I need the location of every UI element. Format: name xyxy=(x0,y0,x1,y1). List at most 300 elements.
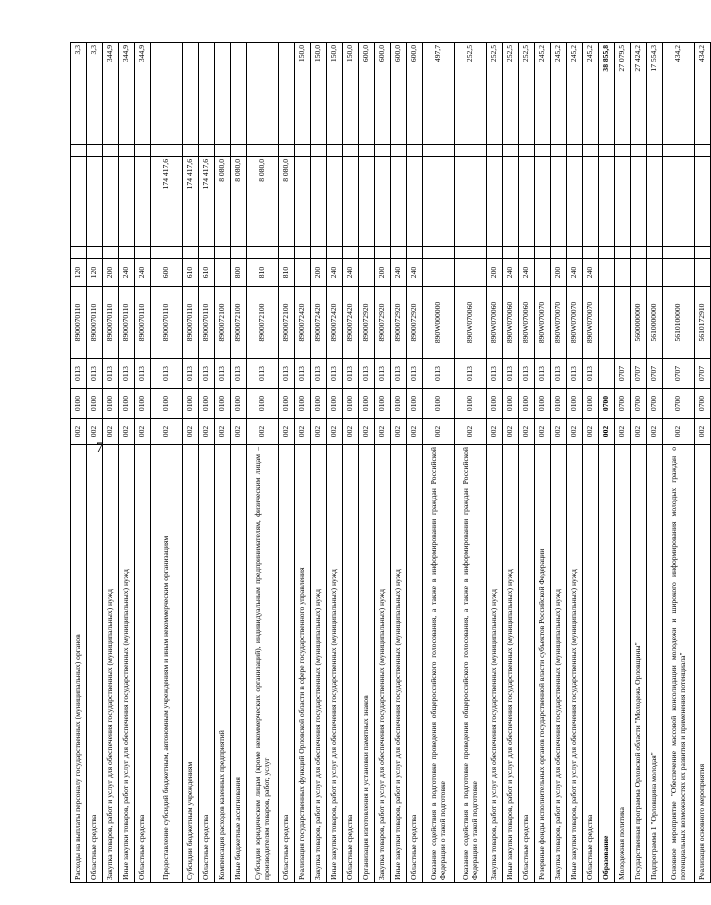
cell-s2: 344,9 xyxy=(135,43,151,145)
cell-rz: 0100 xyxy=(71,389,87,419)
cell-name: Подпрограмма 1 "Орловщина молодая" xyxy=(647,445,663,883)
cell-s2: 150,0 xyxy=(295,43,311,145)
cell-s2: 434,2 xyxy=(695,43,711,145)
cell-s2 xyxy=(215,43,231,145)
table-row xyxy=(695,43,711,883)
cell-s1 xyxy=(647,157,663,247)
cell-rz: 0100 xyxy=(87,389,103,419)
cell-s2: 600,0 xyxy=(407,43,423,145)
cell-csr: 5600000000 xyxy=(631,287,647,359)
cell-vr: 810 xyxy=(247,259,279,287)
cell-csr: 8900070110 xyxy=(183,287,199,359)
cell-ved: 002 xyxy=(455,419,487,445)
cell-vr: 200 xyxy=(103,259,119,287)
cell-s2: 344,9 xyxy=(119,43,135,145)
cell-pr: 0113 xyxy=(519,359,535,389)
cell-vr: 240 xyxy=(583,259,599,287)
cell-m2 xyxy=(535,145,551,157)
cell-m1 xyxy=(87,247,103,259)
cell-m2 xyxy=(647,145,663,157)
cell-m1 xyxy=(487,247,503,259)
table-row xyxy=(343,43,359,883)
cell-vr: 200 xyxy=(311,259,327,287)
cell-name: Закупка товаров, работ и услуг для обеспечения государственных (муниципальных) нужд xyxy=(103,445,119,883)
cell-vr xyxy=(455,259,487,287)
cell-csr xyxy=(615,287,631,359)
table-row xyxy=(327,43,343,883)
cell-csr: 890W070060 xyxy=(519,287,535,359)
table-row xyxy=(71,43,87,883)
cell-vr xyxy=(295,259,311,287)
cell-csr: 8900070110 xyxy=(71,287,87,359)
cell-name: Иные закупки товаров, работ и услуг для обеспечения государственных (муниципальных) нужд xyxy=(567,445,583,883)
cell-vr: 240 xyxy=(407,259,423,287)
cell-s2: 3,3 xyxy=(87,43,103,145)
cell-csr: 8900072920 xyxy=(375,287,391,359)
cell-name: Субсидии бюджетным учреждениям xyxy=(183,445,199,883)
cell-pr: 0113 xyxy=(247,359,279,389)
cell-m1 xyxy=(295,247,311,259)
cell-ved: 002 xyxy=(71,419,87,445)
cell-m2 xyxy=(183,145,199,157)
cell-name: Закупка товаров, работ и услуг для обеспечения государственных (муниципальных) нужд xyxy=(311,445,327,883)
table-row xyxy=(551,43,567,883)
cell-pr: 0113 xyxy=(407,359,423,389)
cell-s1 xyxy=(103,157,119,247)
cell-rz: 0100 xyxy=(199,389,215,419)
cell-m1 xyxy=(647,247,663,259)
cell-ved: 002 xyxy=(615,419,631,445)
cell-name: Иные бюджетные ассигнования xyxy=(231,445,247,883)
table-body xyxy=(71,43,711,883)
cell-rz: 0100 xyxy=(151,389,183,419)
cell-m2 xyxy=(151,145,183,157)
cell-pr: 0113 xyxy=(535,359,551,389)
table-row xyxy=(103,43,119,883)
cell-m2 xyxy=(135,145,151,157)
cell-s1 xyxy=(631,157,647,247)
cell-s1: 174 417,6 xyxy=(183,157,199,247)
cell-csr: 8900072420 xyxy=(295,287,311,359)
cell-csr: 8900072100 xyxy=(247,287,279,359)
table-row xyxy=(487,43,503,883)
cell-csr: 8900070110 xyxy=(103,287,119,359)
cell-vr: 200 xyxy=(487,259,503,287)
cell-name: Закупка товаров, работ и услуг для обеспечения государственных (муниципальных) нужд xyxy=(551,445,567,883)
budget-table xyxy=(70,42,711,883)
cell-vr xyxy=(647,259,663,287)
cell-rz: 0700 xyxy=(631,389,647,419)
cell-m1 xyxy=(183,247,199,259)
cell-vr: 240 xyxy=(327,259,343,287)
cell-s2: 600,0 xyxy=(375,43,391,145)
cell-ved: 002 xyxy=(695,419,711,445)
cell-ved: 002 xyxy=(295,419,311,445)
cell-name: Областные средства xyxy=(87,445,103,883)
cell-pr: 0113 xyxy=(487,359,503,389)
table-row xyxy=(423,43,455,883)
cell-m1 xyxy=(631,247,647,259)
cell-csr: 8900072920 xyxy=(391,287,407,359)
cell-m1 xyxy=(119,247,135,259)
cell-s2: 600,0 xyxy=(359,43,375,145)
cell-m1 xyxy=(535,247,551,259)
cell-rz: 0100 xyxy=(279,389,295,419)
cell-s1 xyxy=(487,157,503,247)
cell-name: Государственная программа Орловской области "Молодежь Орловщины" xyxy=(631,445,647,883)
cell-s2: 252,5 xyxy=(519,43,535,145)
table-row xyxy=(407,43,423,883)
cell-pr: 0113 xyxy=(71,359,87,389)
cell-m2 xyxy=(391,145,407,157)
cell-m1 xyxy=(151,247,183,259)
cell-csr: 890W070060 xyxy=(503,287,519,359)
cell-pr: 0113 xyxy=(583,359,599,389)
cell-m1 xyxy=(135,247,151,259)
cell-m1 xyxy=(199,247,215,259)
cell-m2 xyxy=(327,145,343,157)
cell-pr: 0113 xyxy=(503,359,519,389)
cell-csr xyxy=(599,287,615,359)
cell-m2 xyxy=(71,145,87,157)
table-row xyxy=(631,43,647,883)
cell-rz: 0100 xyxy=(519,389,535,419)
cell-pr: 0113 xyxy=(359,359,375,389)
cell-csr: 5610100000 xyxy=(663,287,695,359)
table-row xyxy=(231,43,247,883)
cell-name: Реализация государственных функций Орловской области в сфере государственного управления xyxy=(295,445,311,883)
cell-vr xyxy=(615,259,631,287)
cell-name: Оказание содействия в подготовке проведения общероссийского голосования, а также в информировании граждан Российской Федерации о такой подготовке xyxy=(455,445,487,883)
cell-name: Закупка товаров, работ и услуг для обеспечения государственных (муниципальных) нужд xyxy=(375,445,391,883)
cell-s2 xyxy=(151,43,183,145)
cell-pr: 0113 xyxy=(151,359,183,389)
cell-rz: 0700 xyxy=(663,389,695,419)
cell-csr: 890W070060 xyxy=(487,287,503,359)
cell-name: Областные средства xyxy=(583,445,599,883)
cell-vr: 610 xyxy=(183,259,199,287)
cell-csr: 5610000000 xyxy=(647,287,663,359)
cell-pr: 0113 xyxy=(567,359,583,389)
table-row xyxy=(455,43,487,883)
cell-s2: 245,2 xyxy=(535,43,551,145)
cell-m1 xyxy=(375,247,391,259)
cell-s1 xyxy=(535,157,551,247)
cell-m1 xyxy=(567,247,583,259)
cell-m1 xyxy=(103,247,119,259)
cell-vr: 240 xyxy=(343,259,359,287)
cell-csr: 5610172910 xyxy=(695,287,711,359)
cell-ved: 002 xyxy=(567,419,583,445)
cell-m1 xyxy=(359,247,375,259)
cell-name: Областные средства xyxy=(279,445,295,883)
cell-ved: 002 xyxy=(375,419,391,445)
cell-s1 xyxy=(503,157,519,247)
cell-ved: 002 xyxy=(631,419,647,445)
cell-name: Областные средства xyxy=(519,445,535,883)
cell-rz: 0700 xyxy=(599,389,615,419)
cell-m1 xyxy=(599,247,615,259)
cell-rz: 0100 xyxy=(535,389,551,419)
cell-rz: 0100 xyxy=(359,389,375,419)
cell-s2: 245,2 xyxy=(551,43,567,145)
cell-vr xyxy=(631,259,647,287)
cell-s1: 8 080,0 xyxy=(279,157,295,247)
cell-name: Областные средства xyxy=(135,445,151,883)
cell-vr: 240 xyxy=(503,259,519,287)
table-row xyxy=(519,43,535,883)
cell-ved: 002 xyxy=(359,419,375,445)
cell-m2 xyxy=(631,145,647,157)
cell-s1 xyxy=(119,157,135,247)
cell-rz: 0100 xyxy=(215,389,231,419)
cell-s1 xyxy=(375,157,391,247)
table-row xyxy=(583,43,599,883)
cell-csr: 8900070110 xyxy=(199,287,215,359)
cell-name: Резервные фонды исполнительных органов государственной власти субъектов Российской Федерации xyxy=(535,445,551,883)
table-row xyxy=(311,43,327,883)
cell-m2 xyxy=(311,145,327,157)
cell-s1 xyxy=(71,157,87,247)
cell-m2 xyxy=(103,145,119,157)
cell-s2 xyxy=(183,43,199,145)
cell-s2: 245,2 xyxy=(583,43,599,145)
cell-name: Областные средства xyxy=(343,445,359,883)
cell-vr xyxy=(535,259,551,287)
cell-rz: 0700 xyxy=(695,389,711,419)
table-row xyxy=(247,43,279,883)
cell-ved: 002 xyxy=(199,419,215,445)
cell-name: Оказание содействия в подготовке проведения общероссийского голосования, а также в информировании граждан Российской Федерации о такой подготовке xyxy=(423,445,455,883)
cell-ved: 002 xyxy=(391,419,407,445)
cell-s1 xyxy=(359,157,375,247)
cell-m2 xyxy=(343,145,359,157)
cell-pr: 0113 xyxy=(135,359,151,389)
cell-s2: 245,2 xyxy=(567,43,583,145)
cell-ved: 002 xyxy=(183,419,199,445)
table-row xyxy=(535,43,551,883)
cell-ved: 002 xyxy=(135,419,151,445)
cell-m2 xyxy=(87,145,103,157)
cell-csr: 8900072420 xyxy=(327,287,343,359)
cell-ved: 002 xyxy=(231,419,247,445)
cell-m2 xyxy=(375,145,391,157)
cell-s1 xyxy=(391,157,407,247)
cell-rz: 0100 xyxy=(391,389,407,419)
cell-m2 xyxy=(583,145,599,157)
cell-vr: 120 xyxy=(87,259,103,287)
cell-s2: 38 855,8 xyxy=(599,43,615,145)
cell-rz: 0100 xyxy=(231,389,247,419)
cell-csr: 8900070110 xyxy=(135,287,151,359)
budget-table-container xyxy=(70,43,707,883)
page-number: 7 xyxy=(96,440,104,456)
cell-s1 xyxy=(519,157,535,247)
cell-s1 xyxy=(583,157,599,247)
cell-s1 xyxy=(615,157,631,247)
cell-csr: 890W070070 xyxy=(583,287,599,359)
cell-s1: 8 080,0 xyxy=(231,157,247,247)
cell-vr xyxy=(423,259,455,287)
cell-m2 xyxy=(423,145,455,157)
cell-csr: 890W070070 xyxy=(551,287,567,359)
cell-s1 xyxy=(407,157,423,247)
cell-name: Молодежная политика xyxy=(615,445,631,883)
cell-rz: 0100 xyxy=(375,389,391,419)
cell-m1 xyxy=(279,247,295,259)
cell-vr: 200 xyxy=(375,259,391,287)
cell-s1 xyxy=(551,157,567,247)
cell-ved: 002 xyxy=(535,419,551,445)
cell-s2: 27 079,5 xyxy=(615,43,631,145)
cell-m2 xyxy=(663,145,695,157)
cell-rz: 0700 xyxy=(647,389,663,419)
cell-pr: 0707 xyxy=(631,359,647,389)
cell-s2 xyxy=(279,43,295,145)
cell-ved: 002 xyxy=(487,419,503,445)
table-row xyxy=(599,43,615,883)
cell-pr: 0113 xyxy=(119,359,135,389)
cell-m1 xyxy=(391,247,407,259)
cell-s1 xyxy=(295,157,311,247)
cell-m2 xyxy=(487,145,503,157)
cell-m1 xyxy=(503,247,519,259)
cell-m2 xyxy=(199,145,215,157)
table-row xyxy=(503,43,519,883)
cell-m2 xyxy=(503,145,519,157)
cell-name: Основное мероприятие "Обеспечение массовой консолидации молодежи и широкого информирования молодых граждан о потенциальных возможностях их развития и применения потенциала" xyxy=(663,445,695,883)
cell-m2 xyxy=(407,145,423,157)
cell-ved: 002 xyxy=(279,419,295,445)
table-row xyxy=(647,43,663,883)
cell-vr: 240 xyxy=(519,259,535,287)
cell-pr: 0113 xyxy=(87,359,103,389)
table-row xyxy=(87,43,103,883)
cell-csr: 8900070110 xyxy=(87,287,103,359)
cell-csr: 8900072100 xyxy=(279,287,295,359)
cell-m2 xyxy=(119,145,135,157)
cell-m1 xyxy=(247,247,279,259)
table-row xyxy=(295,43,311,883)
cell-s1 xyxy=(695,157,711,247)
cell-rz: 0100 xyxy=(295,389,311,419)
cell-ved: 002 xyxy=(647,419,663,445)
cell-pr: 0707 xyxy=(663,359,695,389)
cell-m1 xyxy=(615,247,631,259)
cell-pr: 0113 xyxy=(215,359,231,389)
cell-s1 xyxy=(327,157,343,247)
cell-vr xyxy=(663,259,695,287)
cell-m2 xyxy=(231,145,247,157)
cell-rz: 0100 xyxy=(183,389,199,419)
cell-rz: 0100 xyxy=(567,389,583,419)
cell-ved: 002 xyxy=(247,419,279,445)
cell-s1 xyxy=(135,157,151,247)
cell-m1 xyxy=(407,247,423,259)
cell-vr: 610 xyxy=(199,259,215,287)
cell-m2 xyxy=(455,145,487,157)
cell-vr xyxy=(695,259,711,287)
cell-s2: 17 554,3 xyxy=(647,43,663,145)
cell-csr: 890W070070 xyxy=(567,287,583,359)
cell-name: Предоставление субсидий бюджетным, автономным учреждениям и иным некоммерческим организациям xyxy=(151,445,183,883)
cell-csr: 890W070070 xyxy=(535,287,551,359)
cell-name: Образование xyxy=(599,445,615,883)
cell-rz: 0100 xyxy=(135,389,151,419)
cell-pr: 0113 xyxy=(279,359,295,389)
cell-vr: 240 xyxy=(391,259,407,287)
cell-m1 xyxy=(519,247,535,259)
cell-pr: 0113 xyxy=(375,359,391,389)
table-row xyxy=(215,43,231,883)
cell-m1 xyxy=(583,247,599,259)
cell-rz: 0100 xyxy=(311,389,327,419)
cell-ved: 002 xyxy=(663,419,695,445)
cell-rz: 0100 xyxy=(455,389,487,419)
cell-rz: 0100 xyxy=(119,389,135,419)
cell-rz: 0100 xyxy=(487,389,503,419)
cell-s2: 344,9 xyxy=(103,43,119,145)
cell-vr: 120 xyxy=(71,259,87,287)
cell-pr: 0113 xyxy=(391,359,407,389)
cell-m1 xyxy=(423,247,455,259)
cell-m1 xyxy=(231,247,247,259)
cell-ved: 002 xyxy=(119,419,135,445)
cell-ved: 002 xyxy=(327,419,343,445)
cell-m2 xyxy=(695,145,711,157)
table-row xyxy=(375,43,391,883)
cell-ved: 002 xyxy=(311,419,327,445)
cell-s2: 252,5 xyxy=(503,43,519,145)
cell-s1 xyxy=(455,157,487,247)
cell-pr: 0113 xyxy=(183,359,199,389)
cell-vr: 240 xyxy=(567,259,583,287)
table-row xyxy=(135,43,151,883)
cell-vr: 800 xyxy=(231,259,247,287)
cell-csr: 890W000000 xyxy=(423,287,455,359)
cell-s2 xyxy=(247,43,279,145)
cell-vr: 240 xyxy=(135,259,151,287)
cell-m2 xyxy=(567,145,583,157)
cell-csr: 8900070110 xyxy=(119,287,135,359)
cell-ved: 002 xyxy=(423,419,455,445)
cell-m1 xyxy=(695,247,711,259)
cell-name: Областные средства xyxy=(407,445,423,883)
table-row xyxy=(199,43,215,883)
cell-csr: 8900072100 xyxy=(215,287,231,359)
cell-csr: 8900072420 xyxy=(343,287,359,359)
cell-name: Иные закупки товаров, работ и услуг для обеспечения государственных (муниципальных) нужд xyxy=(503,445,519,883)
cell-vr: 240 xyxy=(119,259,135,287)
cell-s1 xyxy=(423,157,455,247)
cell-s2: 150,0 xyxy=(327,43,343,145)
cell-m2 xyxy=(551,145,567,157)
cell-name: Организация изготовления и установки памятных знаков xyxy=(359,445,375,883)
cell-pr: 0113 xyxy=(199,359,215,389)
cell-vr xyxy=(359,259,375,287)
cell-s2: 150,0 xyxy=(311,43,327,145)
cell-name: Расходы на выплаты персоналу государственных (муниципальных) органов xyxy=(71,445,87,883)
cell-pr: 0113 xyxy=(327,359,343,389)
cell-name: Субсидии юридическим лицам (кроме некоммерческих организаций), индивидуальным предпринимателям, физическим лицам – производителям товаров, работ, услуг xyxy=(247,445,279,883)
cell-m1 xyxy=(215,247,231,259)
table-row xyxy=(615,43,631,883)
cell-rz: 0100 xyxy=(407,389,423,419)
cell-s2 xyxy=(199,43,215,145)
cell-s1: 174 417,6 xyxy=(151,157,183,247)
cell-vr: 810 xyxy=(279,259,295,287)
cell-rz: 0100 xyxy=(423,389,455,419)
